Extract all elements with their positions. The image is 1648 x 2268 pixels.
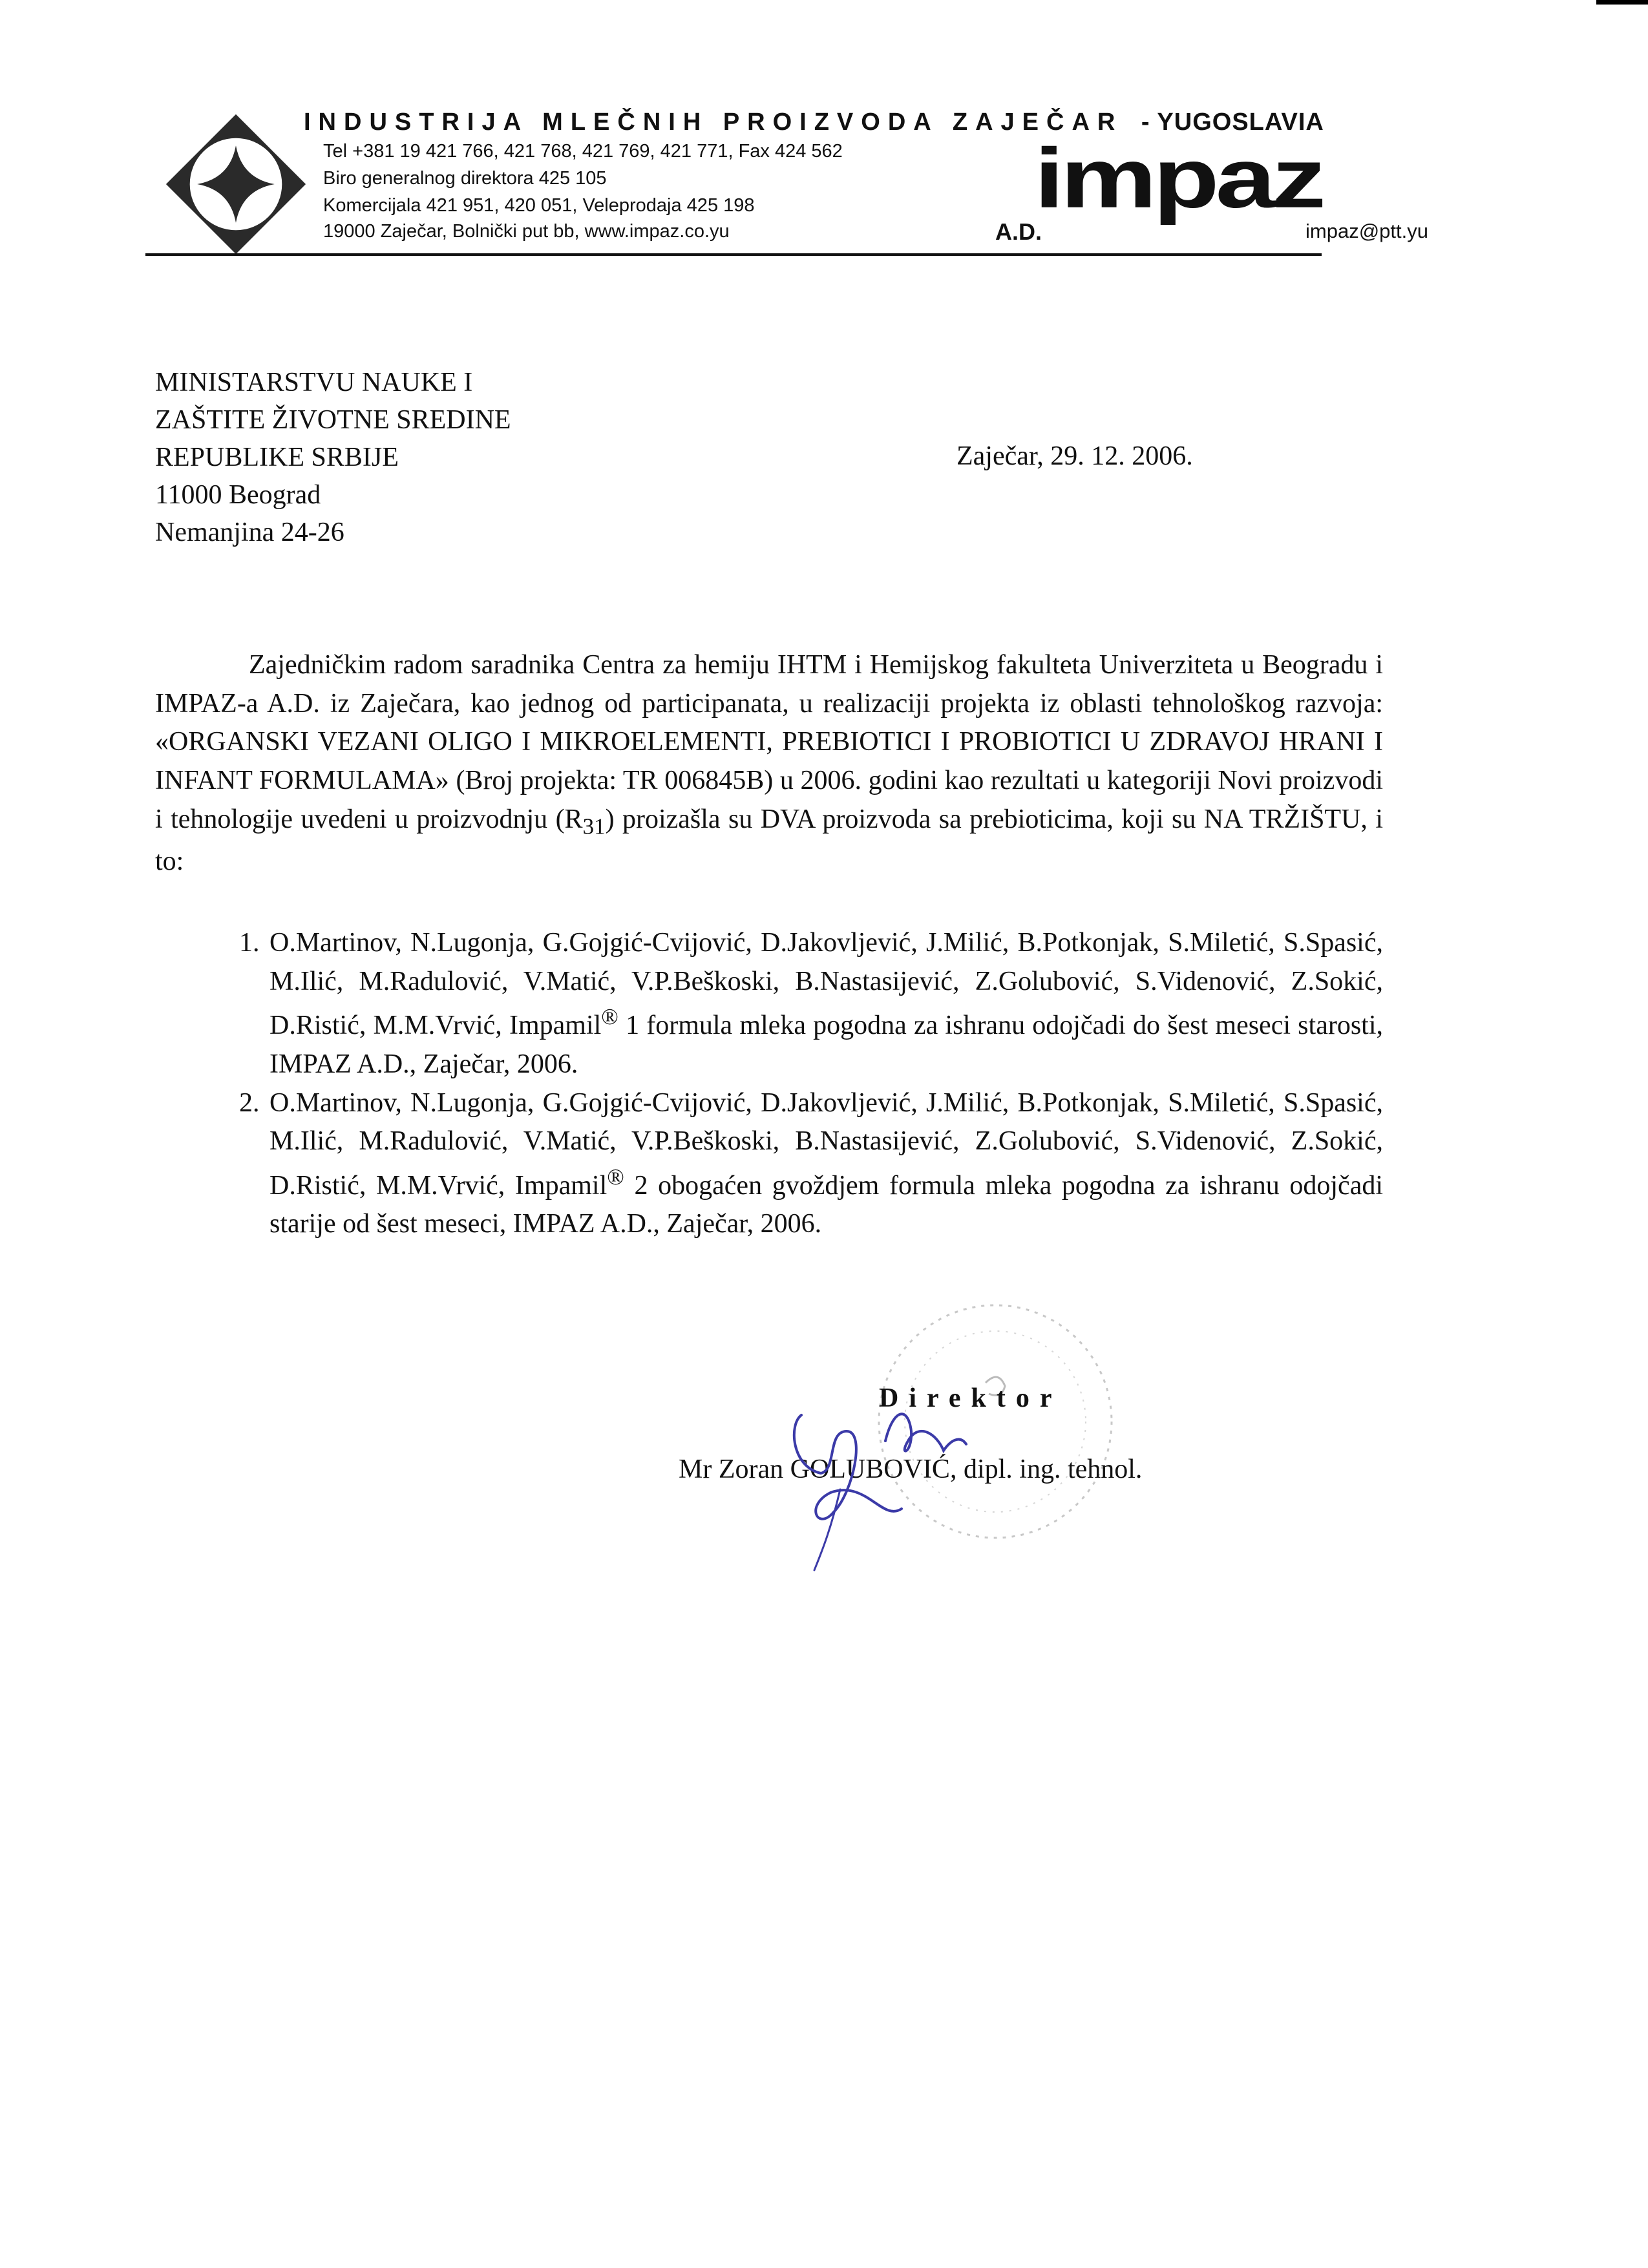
director-office-line: Biro generalnog direktora 425 105 [323,168,607,189]
brand-legal-form: A.D. [995,218,1042,245]
list-item-text: 1 formula mleka pogodna za ishranu odojčadi do šest meseci starosti, IMPAZ A.D., Zaječar, 2006. [269,1011,1384,1079]
body-text-end: ) proizašla su DVA proizvoda sa prebioticima, koji su NA TRŽIŠTU, i to: [155,804,1383,876]
registered-mark: ® [601,1004,618,1030]
letter-date: Zaječar, 29. 12. 2006. [956,441,1193,471]
recipient-line: 11000 Beograd [155,480,321,510]
header-divider [145,253,1322,256]
handwritten-signature-icon [743,1370,1170,1590]
recipient-line: Nemanjina 24-26 [155,518,344,547]
body-text: Zajedničkim radom saradnika Centra za hemiju IHTM i Hemijskog fakulteta Univerziteta u Beogradu i IMPAZ-a A.D. iz Zaječara, kao jednog od participanata, u realizaciji projekta iz oblasti tehnološkog razvoja: «ORGANSKI VEZANI OLIGO I MIKROELEMENTI, PREBIOTICI I PROBIOTICI U ZDRAVOJ HRANI I INFANT FORMULAMA» (Broj projekta: TR 006845B) u 2006. godini kao rezultati u kategoriji Novi proizvodi i tehnologije uvedeni u proizvodnju (R [155,650,1383,834]
brand-wordmark: impaz [1034,131,1323,226]
list-item-text: O.Martinov, N.Lugonja, G.Gojgić-Cvijović, D.Jakovljević, J.Milić, B.Potkonjak, S.Miletić, S.Spasić, M.Ilić, M.Radulović, V.Matić, V.P.Beškoski, B.Nastasijević, Z.Golubović, S.Videnović, Z.Sokić, D.Ristić, M.M.Vrvić, Impamil [269,928,1383,1041]
signatory-name: Mr Zoran GOLUBOVIĆ, dipl. ing. tehnol. [679,1454,1143,1484]
company-country: - YUGOSLAVIA [1141,109,1324,136]
recipient-line: REPUBLIKE SRBIJE [155,443,399,472]
list-item [239,1084,1383,1244]
company-name-text: INDUSTRIJA MLEČNIH PROIZVODA ZAJEČAR [304,109,1123,136]
company-email: impaz@ptt.yu [1305,220,1428,242]
list-item [239,924,1383,1084]
list-item-text: O.Martinov, N.Lugonja, G.Gojgić-Cvijović, D.Jakovljević, J.Milić, B.Potkonjak, S.Miletić, S.Spasić, M.Ilić, M.Radulović, V.Matić, V.P.Beškoski, B.Nastasijević, Z.Golubović, S.Videnović, Z.Sokić, D.Ristić, M.M.Vrvić, Impamil [269,1087,1383,1201]
registered-mark: ® [607,1164,624,1190]
scan-edge-mark [1596,0,1648,5]
body-paragraph [155,646,1383,881]
company-logo-icon [162,110,310,258]
product-list [239,924,1383,1244]
recipient-line: ZAŠTITE ŽIVOTNE SREDINE [155,405,511,435]
address-line: 19000 Zaječar, Bolnički put bb, www.impaz.co.yu [323,221,730,242]
list-item-number: 2. [239,1087,260,1118]
phone-fax-line: Tel +381 19 421 766, 421 768, 421 769, 421 771, Fax 424 562 [323,141,843,162]
commercial-line: Komercijala 421 951, 420 051, Veleprodaja 425 198 [323,195,755,216]
recipient-line: MINISTARSTVU NAUKE I [155,368,473,397]
list-item-text: 2 obogaćen gvoždjem formula mleka pogodna za ishranu odojčadi starije od šest meseci, IMPAZ A.D., Zaječar, 2006. [269,1170,1384,1239]
signatory-title: Direktor [879,1383,1062,1413]
list-item-number: 1. [239,928,260,958]
result-category-subscript: 31 [582,813,606,839]
